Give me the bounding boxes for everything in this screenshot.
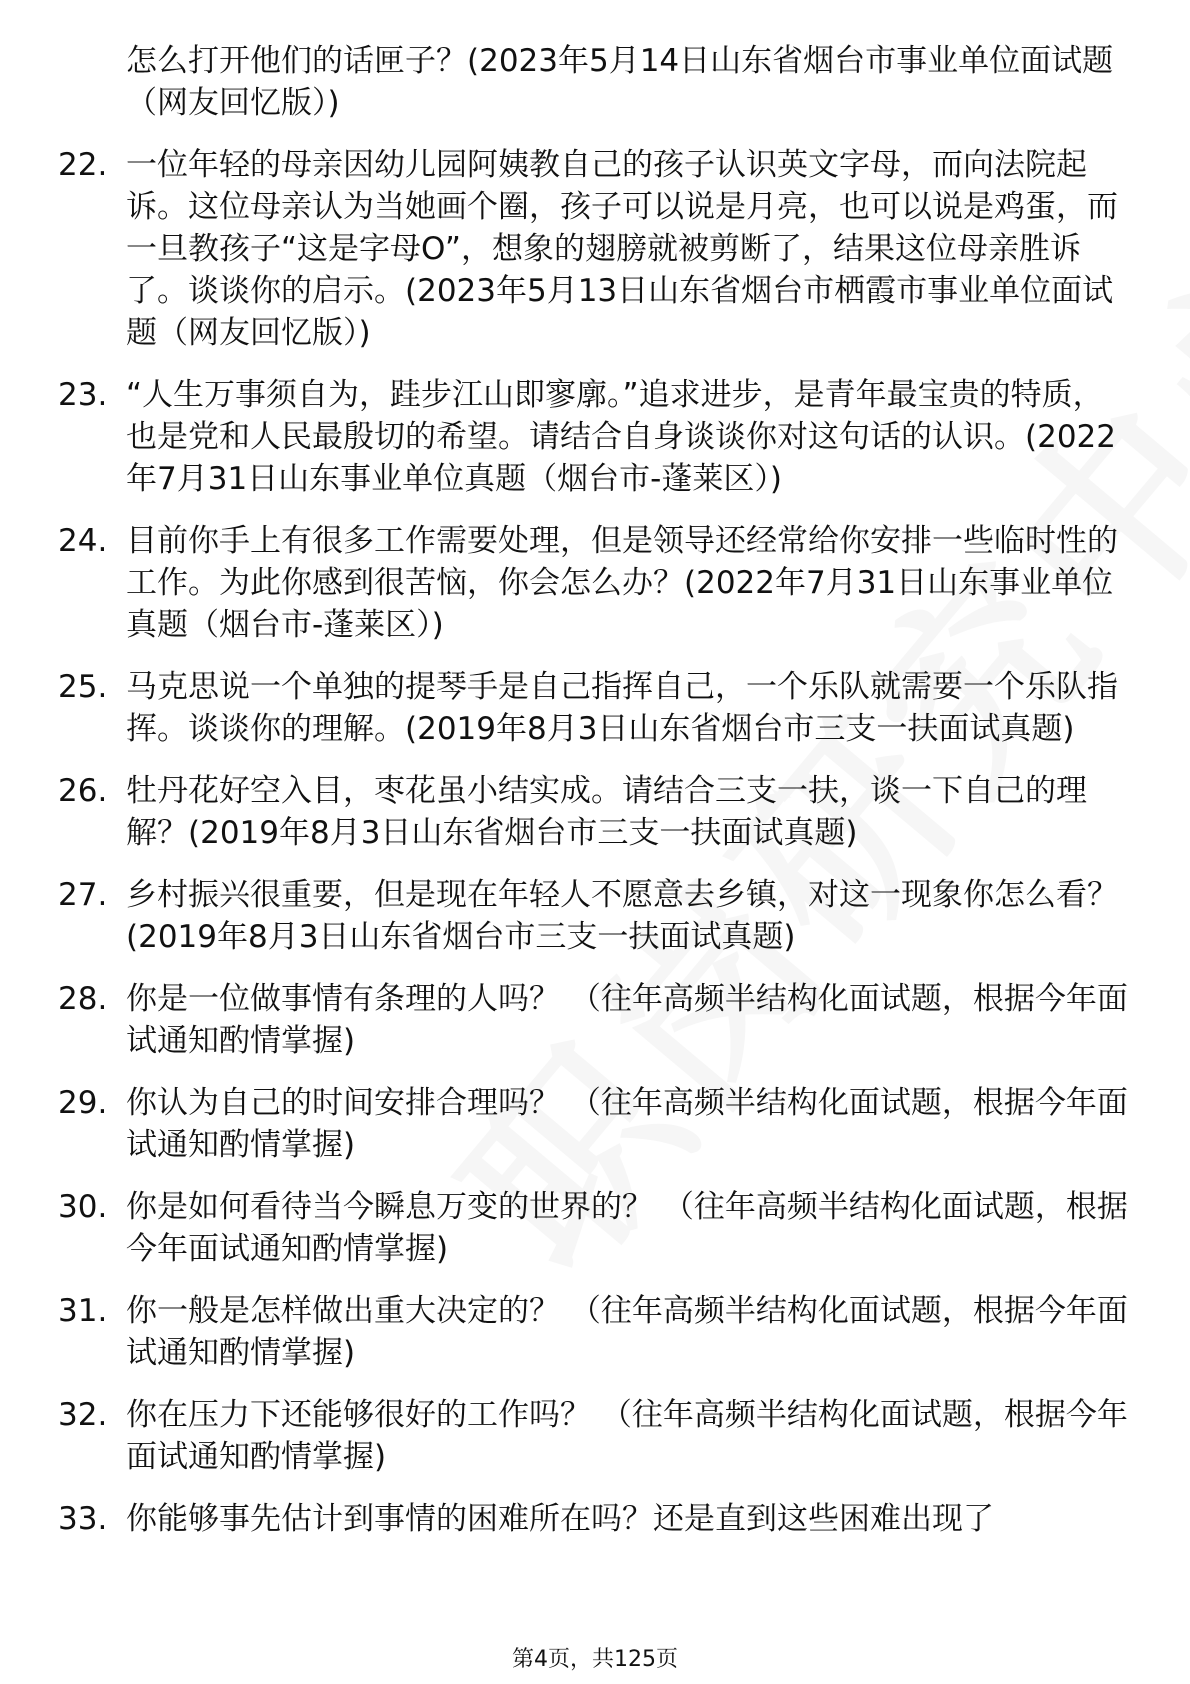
question-list [58,40,1128,1560]
list-item [58,1290,1128,1374]
question-text: 你是如何看待当今瞬息万变的世界的？ （往年高频半结构化面试题，根据今年面试通知酌情掌握) [126,1189,1128,1267]
list-item [58,40,1128,124]
list-item [58,520,1128,646]
question-text: 乡村振兴很重要，但是现在年轻人不愿意去乡镇，对这一现象你怎么看？(2019年8月3日山东省烟台市三支一扶面试真题) [126,877,1118,955]
question-text: 马克思说一个单独的提琴手是自己指挥自己，一个乐队就需要一个乐队指挥。谈谈你的理解。(2019年8月3日山东省烟台市三支一扶面试真题) [126,669,1118,747]
list-item [58,770,1128,854]
list-item [58,374,1128,500]
question-text: “人生万事须自为，跬步江山即寥廓。”追求进步，是青年最宝贵的特质，也是党和人民最殷切的希望。请结合自身谈谈你对这句话的认识。(2022年7月31日山东事业单位真题（烟台市-蓬莱区）) [126,377,1116,497]
question-number: 28. [58,981,108,1017]
question-number: 31. [58,1293,108,1329]
list-item [58,144,1128,354]
question-text: 你在压力下还能够很好的工作吗？ （往年高频半结构化面试题，根据今年面试通知酌情掌握) [126,1397,1128,1475]
list-item [58,1394,1128,1478]
list-item [58,1498,1128,1540]
list-item [58,1082,1128,1166]
question-number: 30. [58,1189,108,1225]
list-item [58,1186,1128,1270]
question-number: 27. [58,877,108,913]
page-footer: 第4页，共125页 [512,1647,678,1672]
question-text: 怎么打开他们的话匣子？(2023年5月14日山东省烟台市事业单位面试题（网友回忆版）) [126,43,1114,121]
question-number: 26. [58,773,108,809]
question-number: 25. [58,669,108,705]
question-number: 33. [58,1501,108,1537]
question-text: 一位年轻的母亲因幼儿园阿姨教自己的孩子认识英文字母，而向法院起诉。这位母亲认为当她画个圈，孩子可以说是月亮，也可以说是鸡蛋，而一旦教孩子“这是字母O”，想象的翅膀就被剪断了，结果这位母亲胜诉了。谈谈你的启示。(2023年5月13日山东省烟台市栖霞市事业单位面试题（网友回忆版）) [126,147,1118,351]
question-text: 你认为自己的时间安排合理吗？ （往年高频半结构化面试题，根据今年面试通知酌情掌握) [126,1085,1128,1163]
question-text: 目前你手上有很多工作需要处理，但是领导还经常给你安排一些临时性的工作。为此你感到很苦恼，你会怎么办？(2022年7月31日山东事业单位真题（烟台市-蓬莱区）) [126,523,1118,643]
question-number: 24. [58,523,108,559]
list-item [58,978,1128,1062]
list-item [58,874,1128,958]
question-text: 你一般是怎样做出重大决定的？ （往年高频半结构化面试题，根据今年面试通知酌情掌握) [126,1293,1128,1371]
question-number: 22. [58,147,108,183]
question-text: 你能够事先估计到事情的困难所在吗？还是直到这些困难出现了 [126,1501,994,1537]
question-text: 你是一位做事情有条理的人吗？ （往年高频半结构化面试题，根据今年面试通知酌情掌握) [126,981,1128,1059]
question-number: 29. [58,1085,108,1121]
list-item [58,666,1128,750]
question-number: 23. [58,377,108,413]
question-text: 牡丹花好空入目，枣花虽小结实成。请结合三支一扶，谈一下自己的理解？(2019年8月3日山东省烟台市三支一扶面试真题) [126,773,1087,851]
question-number: 32. [58,1397,108,1433]
